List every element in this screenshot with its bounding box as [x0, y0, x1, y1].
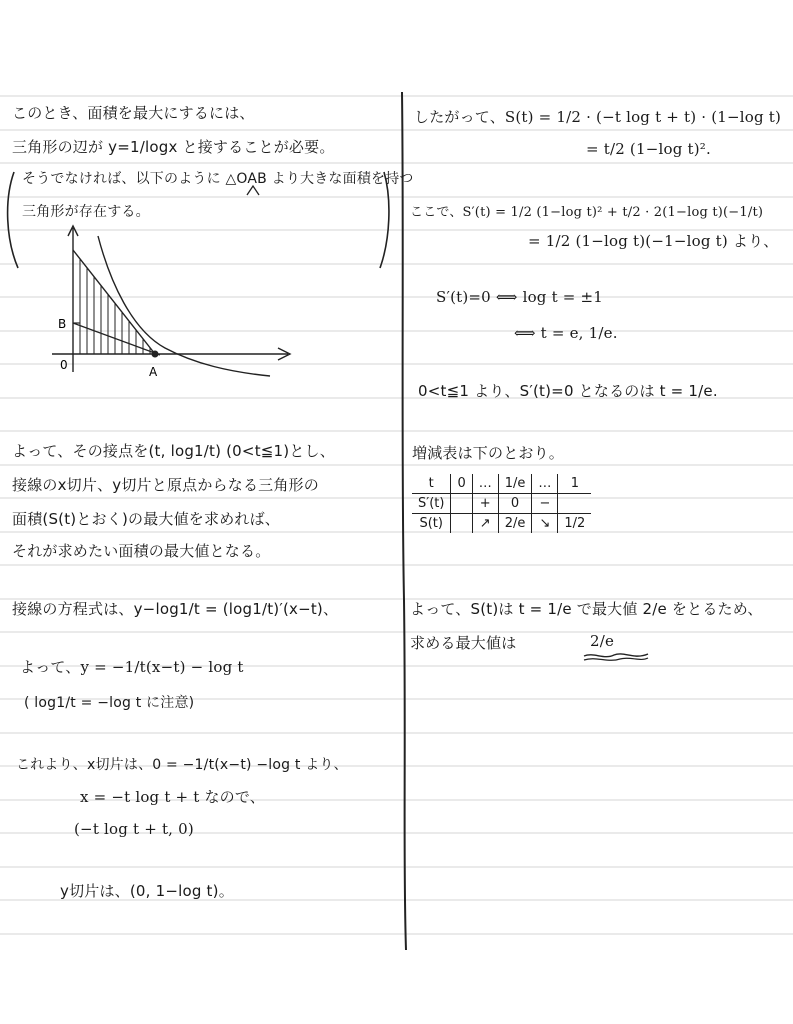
answer-underline: [582, 650, 652, 664]
table-cell: 1: [558, 474, 591, 494]
para2-line-3: 面積(S(t)とおく)の最大値を求めれば、: [12, 510, 281, 528]
x-intercept-line-3: (−t log t + t, 0): [74, 820, 194, 838]
x-intercept-line-1: これより、x切片は、0 = −1/t(x−t) −log t より、: [16, 757, 348, 773]
table-cell: ↗: [472, 514, 498, 534]
final-answer: 2/e: [590, 632, 615, 650]
table-cell: S′(t): [412, 494, 451, 514]
table-row: [412, 494, 591, 514]
y-intercept-line: y切片は、(0, 1−log t)。: [60, 882, 234, 900]
table-cell: −: [532, 494, 558, 514]
s-function-line-1: したがって、S(t) = 1/2 · (−t log t + t) · (1−log t): [414, 108, 782, 126]
tangent-equation: 接線の方程式は、y−log1/t = (log1/t)′(x−t)、: [12, 600, 339, 618]
critical-eq-1: S′(t)=0 ⟺ log t = ±1: [436, 288, 604, 306]
tangent-simplified: よって、y = −1/t(x−t) − log t: [20, 658, 244, 676]
x-intercept-line-2: x = −t log t + t なので、: [80, 788, 265, 806]
triangle-graph: [40, 222, 300, 382]
table-cell: [451, 494, 472, 514]
table-cell: [451, 514, 472, 534]
para2-line-2: 接線のx切片、y切片と原点からなる三角形の: [12, 476, 319, 494]
column-divider: [402, 92, 406, 950]
remark-line-2: 三角形が存在する。: [22, 204, 150, 220]
domain-condition: 0<t≦1 より、S′(t)=0 となるのは t = 1/e.: [418, 382, 718, 400]
label-o: 0: [60, 358, 68, 372]
table-cell: …: [472, 474, 498, 494]
label-b: B: [58, 317, 67, 331]
log-note: ( log1/t = −log t に注意): [24, 695, 195, 711]
table-cell: [558, 494, 591, 514]
conclusion-line-1: よって、S(t)は t = 1/e で最大値 2/e をとるため、: [410, 600, 763, 618]
table-cell: +: [472, 494, 498, 514]
table-title: 増減表は下のとおり。: [412, 444, 565, 462]
table-cell: 1/2: [558, 514, 591, 534]
table-row: [412, 474, 591, 494]
table-cell: 0: [451, 474, 472, 494]
remark-line-1: そうでなければ、以下のように △OAB より大きな面積を持つ: [22, 171, 414, 187]
critical-eq-2: ⟺ t = e, 1/e.: [514, 324, 618, 342]
derivative-line-2: = 1/2 (1−log t)(−1−log t) より、: [528, 232, 779, 250]
para2-line-4: それが求めたい面積の最大値となる。: [12, 542, 271, 560]
label-a: A: [149, 365, 158, 379]
s-function-line-2: = t/2 (1−log t)².: [586, 140, 711, 158]
intro-line-1: このとき、面積を最大にするには、: [12, 104, 255, 122]
para2-line-1: よって、その接点を(t, log1/t) (0<t≦1)とし、: [12, 442, 335, 460]
table-cell: 0: [498, 494, 532, 514]
table-cell: 2/e: [498, 514, 532, 534]
table-cell: 1/e: [498, 474, 532, 494]
conclusion-line-2: 求める最大値は: [410, 634, 517, 652]
table-cell: …: [532, 474, 558, 494]
table-cell: ↘: [532, 514, 558, 534]
increase-decrease-table: [412, 474, 591, 533]
table-cell: S(t): [412, 514, 451, 534]
table-cell: t: [412, 474, 451, 494]
derivative-line-1: ここで、S′(t) = 1/2 (1−log t)² + t/2 · 2(1−log t)(−1/t): [410, 205, 764, 220]
table-row: [412, 514, 591, 534]
intro-line-2: 三角形の辺が y=1/logx と接することが必要。: [12, 138, 335, 156]
